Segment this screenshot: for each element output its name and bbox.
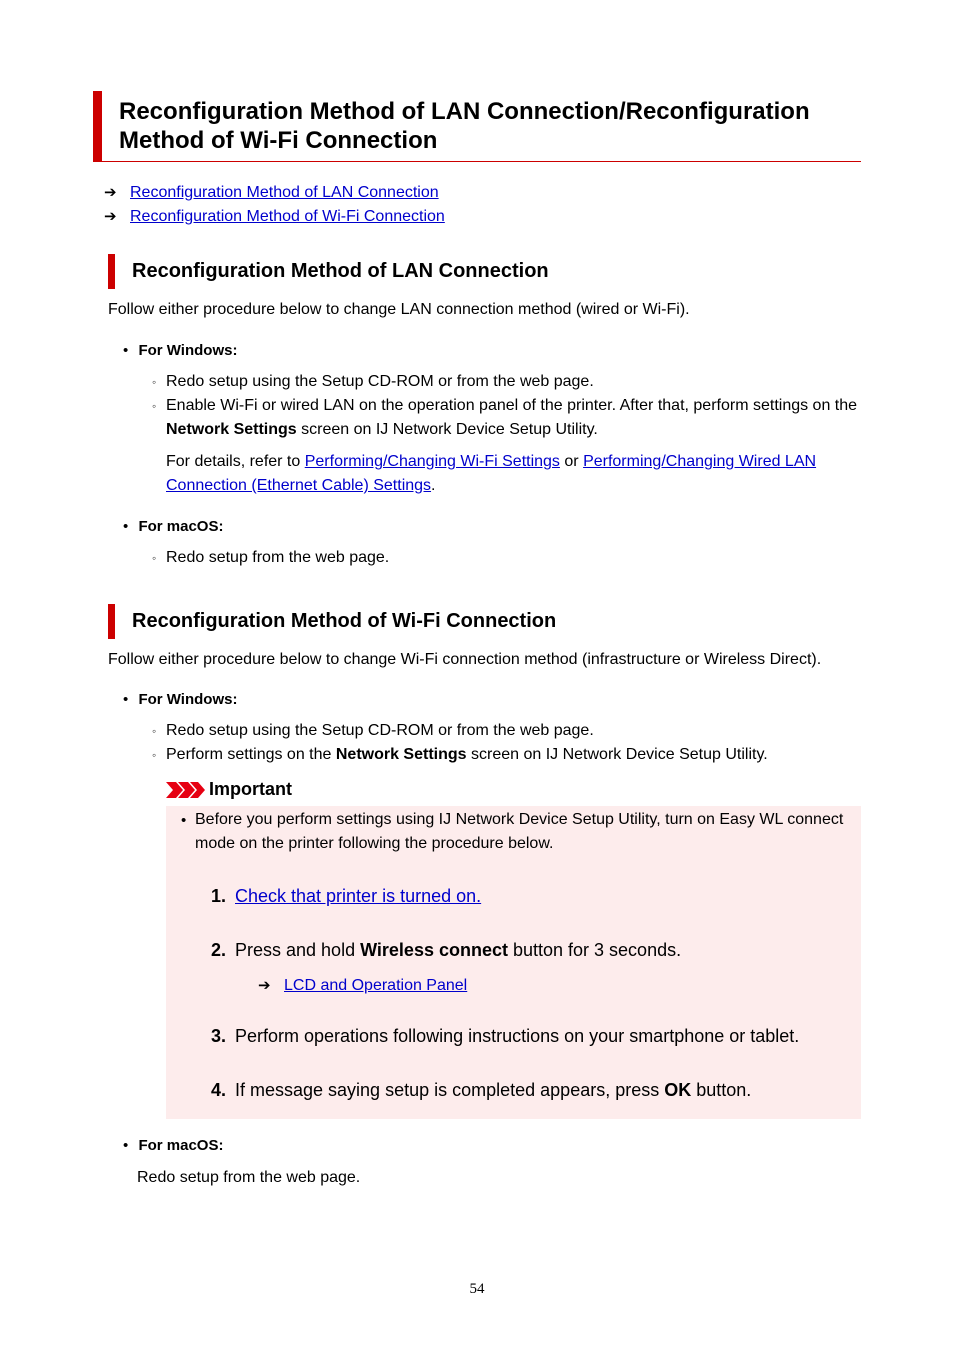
important-label: Important [209,779,292,799]
step-3 [211,1024,799,1048]
details-end: . [431,477,436,494]
lan-mac-item1: Redo setup from the web page. [166,549,390,566]
lan-mac-label: For macOS: [138,518,224,535]
step-number: 4. [211,1080,227,1100]
step-1 [211,884,481,908]
lan-windows-bullet [123,341,237,361]
wifi-mac-label: For macOS: [138,1137,224,1154]
section-heading-wifi [108,604,808,639]
lan-win-item2-rest: screen on IJ Network Device Setup Utility. [296,421,598,438]
circle-bullet-icon: ◦ [152,724,157,738]
wireless-connect-bold: Wireless connect [360,940,508,960]
lan-intro: Follow either procedure below to change LAN connection method (wired or Wi-Fi). [108,301,690,318]
circle-bullet-icon: ◦ [152,399,157,413]
step2-pre: Press and hold [235,940,361,960]
lan-mac-bullet [123,517,223,537]
lan-win-item2-line2 [166,418,598,442]
details-prefix: For details, refer to [166,453,305,470]
step-number: 1. [211,886,227,906]
link-wifi-settings[interactable]: Performing/Changing Wi-Fi Settings [304,453,560,470]
step-2 [211,938,681,962]
arrow-right-icon: ➔ [258,977,271,994]
wifi-mac-text: Redo setup from the web page. [137,1169,361,1186]
check-printer-link[interactable]: Check that printer is turned on. [235,886,482,906]
page-title-block [93,91,861,162]
network-settings-bold: Network Settings [166,421,297,438]
page-title: Reconfiguration Method of LAN Connection/Reconfiguration Method of Wi-Fi Connection [119,98,810,154]
step3-text: Perform operations following instructions on your smartphone or tablet. [235,1026,800,1046]
link-wired-lan-part2[interactable]: Connection (Ethernet Cable) Settings [166,477,432,494]
page-number: 54 [469,1281,485,1297]
lan-details-line2 [166,474,436,498]
details-or: or [559,453,584,470]
wifi-win-item1: Redo setup using the Setup CD-ROM or from the web page. [166,722,594,739]
bullet-dot-icon: • [181,812,187,829]
step2-rest: button for 3 seconds. [507,940,682,960]
wifi-win-item2-rest: screen on IJ Network Device Setup Utility. [466,746,768,763]
wifi-win-item2-pre: Perform settings on the [166,746,336,763]
wifi-mac-bullet [123,1136,223,1156]
step-number: 3. [211,1026,227,1046]
lan-details-line1 [166,450,816,474]
important-line2: mode on the printer following the procedure below. [195,835,554,852]
lan-windows-label: For Windows: [138,342,238,359]
section-heading-lan-text: Reconfiguration Method of LAN Connection [132,260,549,282]
arrow-right-icon: ➔ [104,208,117,225]
important-line1: Before you perform settings using IJ Network Device Setup Utility, turn on Easy WL connect [195,811,844,828]
bullet-dot-icon: • [123,1137,129,1154]
arrow-right-icon: ➔ [104,184,117,201]
lan-win-item2-line1: Enable Wi-Fi or wired LAN on the operation panel of the printer. After that, perform settings on the [166,397,858,414]
bullet-dot-icon: • [123,518,129,535]
bullet-dot-icon: • [123,342,129,359]
circle-bullet-icon: ◦ [152,748,157,762]
step4-pre: If message saying setup is completed appears, press [235,1080,665,1100]
lcd-panel-link[interactable]: LCD and Operation Panel [284,977,468,994]
toc-link-lan[interactable]: Reconfiguration Method of LAN Connection [130,184,439,201]
step4-rest: button. [691,1080,752,1100]
section-heading-wifi-text: Reconfiguration Method of Wi-Fi Connection [132,610,557,632]
wifi-intro: Follow either procedure below to change Wi-Fi connection method (infrastructure or Wireless Direct). [108,651,822,668]
circle-bullet-icon: ◦ [152,551,157,565]
link-wired-lan-part1[interactable]: Performing/Changing Wired LAN [583,453,817,470]
network-settings-bold: Network Settings [335,746,467,763]
toc-link-wifi[interactable]: Reconfiguration Method of Wi-Fi Connection [130,208,445,225]
lan-win-item1: Redo setup using the Setup CD-ROM or from the web page. [166,373,594,390]
wifi-win-item2 [166,743,768,767]
important-chevrons-icon [166,782,206,798]
lcd-panel-ref [258,976,467,996]
toc-item-wifi [104,207,445,227]
step-4 [211,1078,751,1102]
wifi-windows-bullet [123,690,237,710]
circle-bullet-icon: ◦ [152,375,157,389]
important-bullet [181,811,186,831]
wifi-windows-label: For Windows: [138,691,238,708]
ok-bold: OK [664,1080,692,1100]
bullet-dot-icon: • [123,691,129,708]
toc-item-lan [104,183,439,203]
section-heading-lan [108,254,808,289]
step-number: 2. [211,940,227,960]
